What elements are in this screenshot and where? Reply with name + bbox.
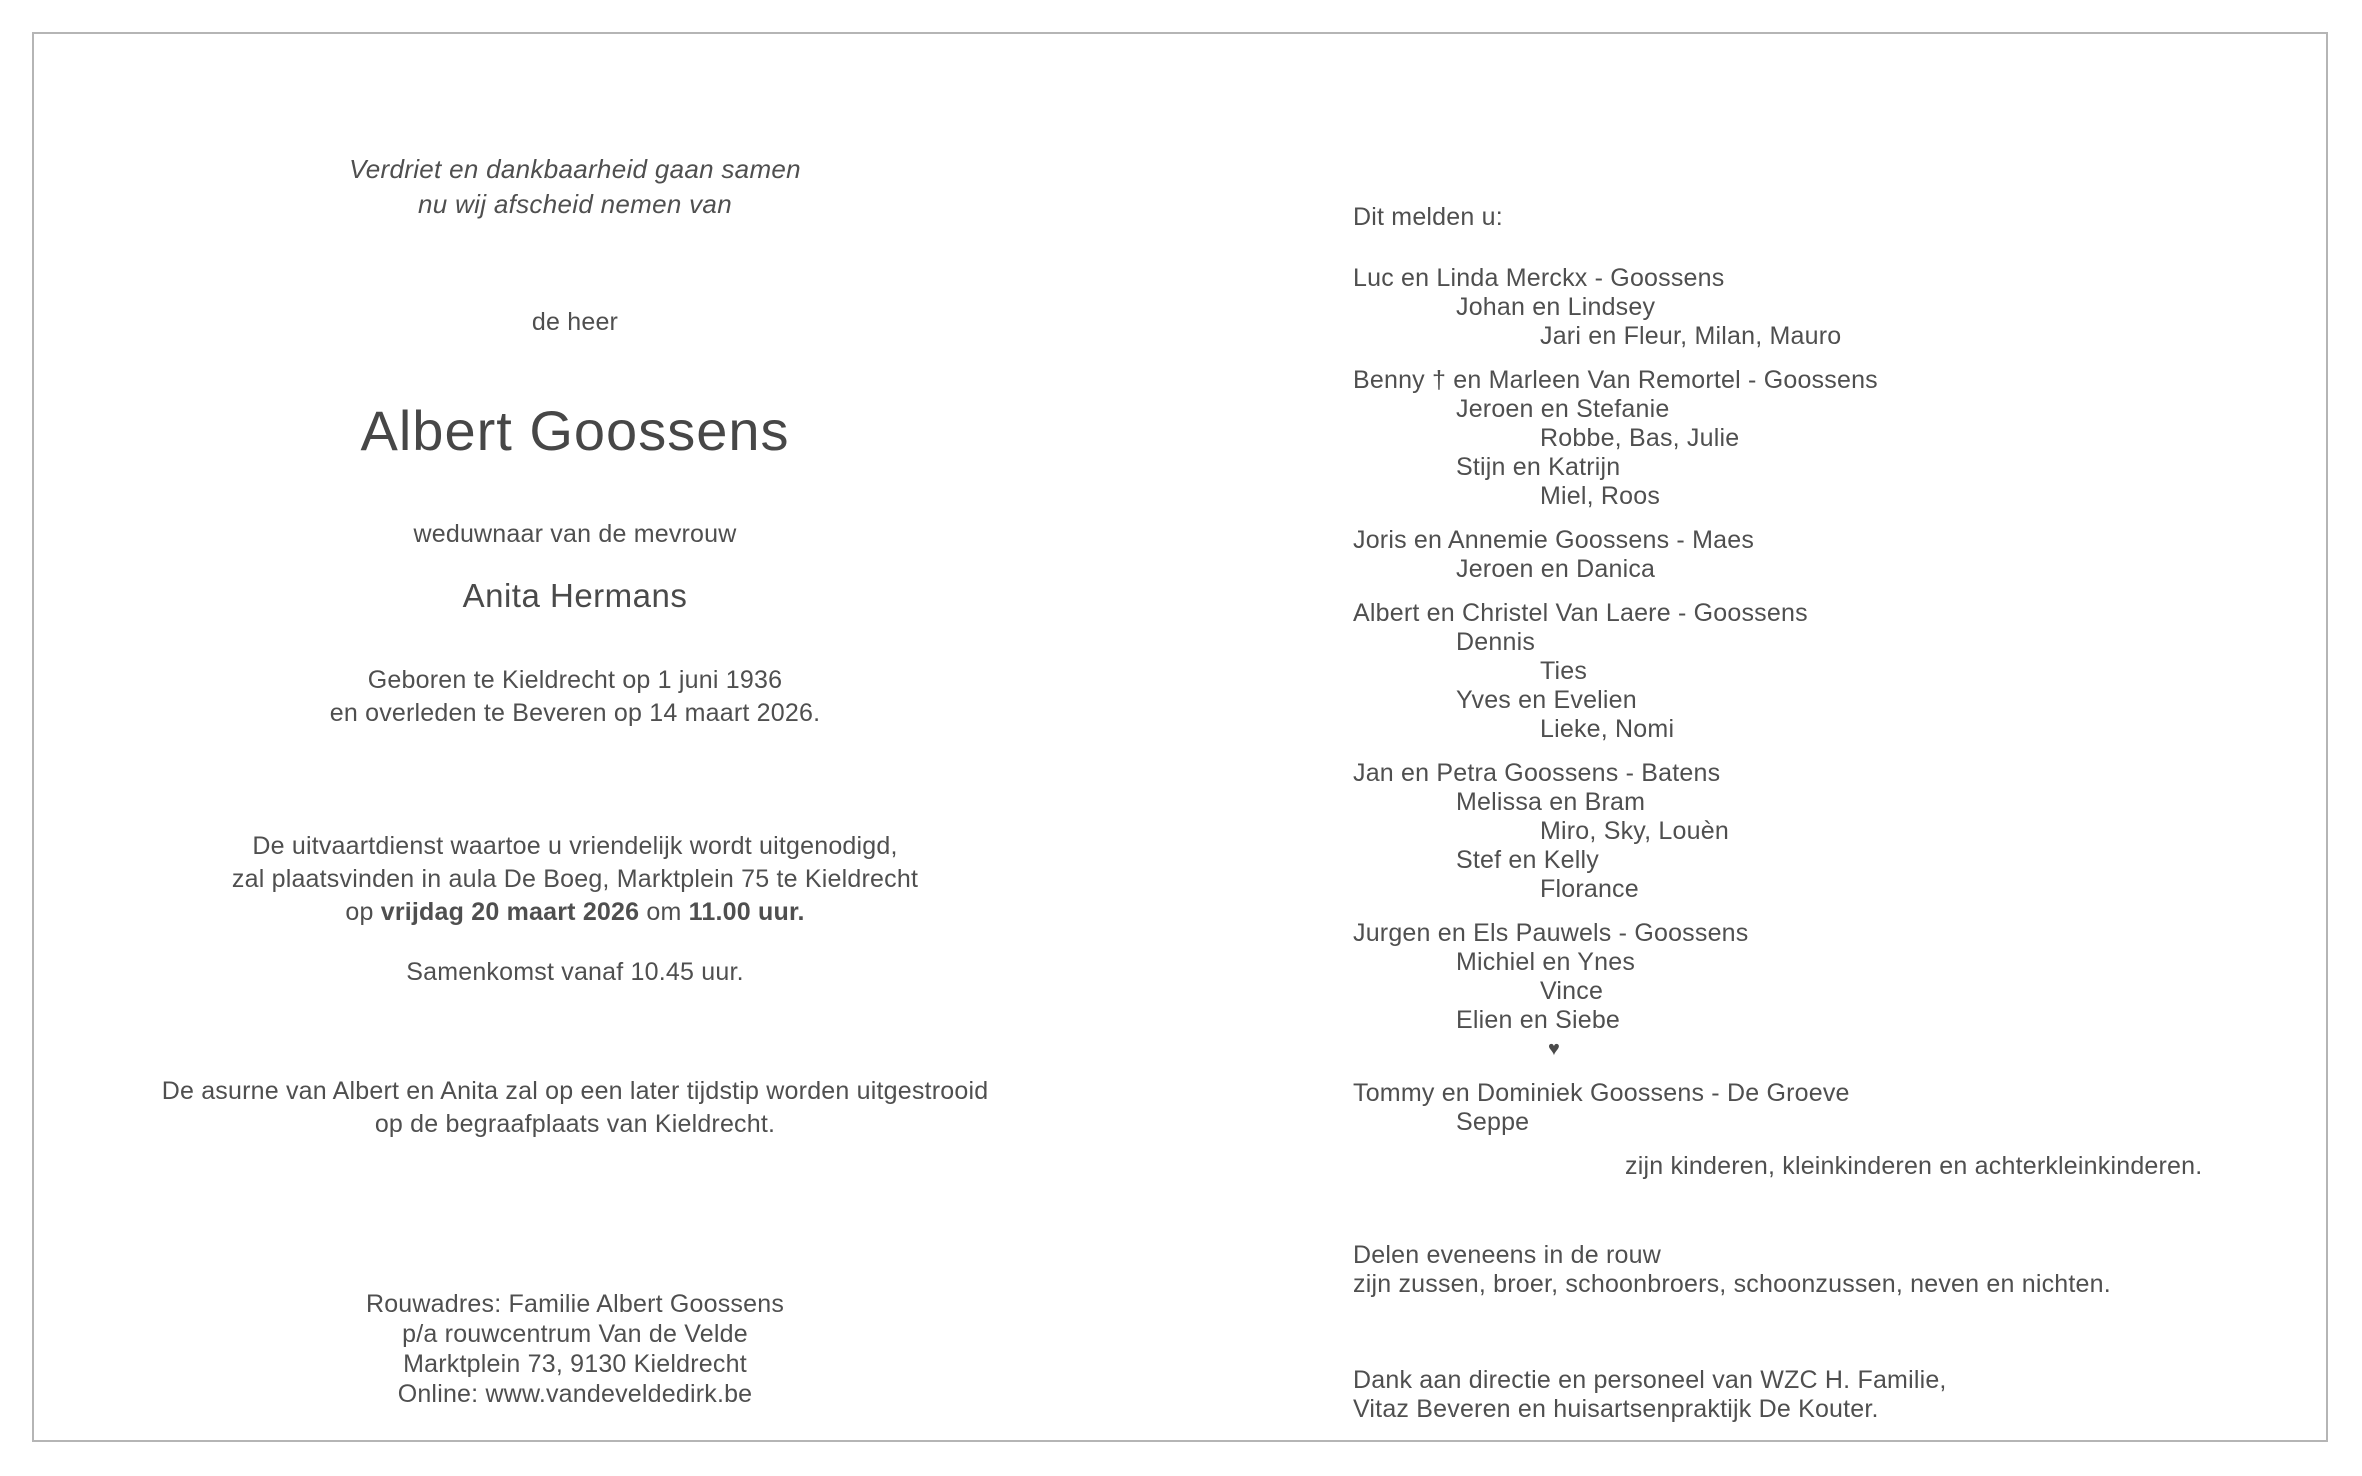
- thanks-line-1: Dank aan directie en personeel van WZC H. Familie,: [1353, 1366, 1947, 1394]
- family-head-line: Jan en Petra Goossens - Batens: [1353, 759, 1721, 787]
- service-prefix: op: [345, 898, 381, 926]
- family-member-line: Dennis: [1456, 628, 1536, 656]
- family-group: [1353, 264, 2283, 351]
- family-member-line: Florance: [1540, 875, 1639, 903]
- family-member-line: Vince: [1540, 977, 1604, 1005]
- family-member-line: Yves en Evelien: [1456, 686, 1637, 714]
- ashes-line-2: op de begraafplaats van Kieldrecht.: [374, 1110, 776, 1138]
- ashes-info: [70, 1075, 1080, 1141]
- family-head-line: Albert en Christel Van Laere - Goossens: [1353, 599, 1808, 627]
- family-head-line: Benny † en Marleen Van Remortel - Goossens: [1353, 366, 1878, 394]
- family-column: [1353, 203, 2283, 1424]
- announcement-label: Dit melden u:: [1353, 203, 1503, 231]
- funeral-service-info: [70, 830, 1080, 929]
- address-website: Online: www.vandeveldedirk.be: [397, 1380, 753, 1408]
- family-group: [1353, 919, 2283, 1064]
- family-member-line: Robbe, Bas, Julie: [1540, 424, 1740, 452]
- family-member-line: Jeroen en Danica: [1456, 555, 1656, 583]
- family-member-line: Elien en Siebe: [1456, 1006, 1621, 1034]
- address-line-3: Marktplein 73, 9130 Kieldrecht: [403, 1350, 747, 1378]
- family-member-line: Miro, Sky, Louèn: [1540, 817, 1729, 845]
- thanks-block: [1353, 1366, 2283, 1424]
- deceased-name: Albert Goossens: [360, 399, 790, 462]
- family-group: [1353, 759, 2283, 904]
- family-member-line: Miel, Roos: [1540, 482, 1661, 510]
- family-member-line: Melissa en Bram: [1456, 788, 1646, 816]
- family-member-line: Lieke, Nomi: [1540, 715, 1675, 743]
- family-head-line: Jurgen en Els Pauwels - Goossens: [1353, 919, 1749, 947]
- also-mourning-line-2: zijn zussen, broer, schoonbroers, schoonzussen, neven en nichten.: [1353, 1270, 2111, 1298]
- heart-icon: ♥: [1548, 1038, 1561, 1060]
- also-mourning-block: [1353, 1241, 2283, 1299]
- family-member-line: Ties: [1540, 657, 1588, 685]
- family-group: [1353, 1079, 2283, 1137]
- family-head-line: Joris en Annemie Goossens - Maes: [1353, 526, 1755, 554]
- family-member-line: Stef en Kelly: [1456, 846, 1599, 874]
- birth-line: Geboren te Kieldrecht op 1 juni 1936: [367, 666, 783, 694]
- children-note: zijn kinderen, kleinkinderen en achterkleinkinderen.: [1625, 1152, 2203, 1180]
- ashes-line-1: De asurne van Albert en Anita zal op een later tijdstip worden uitgestrooid: [161, 1077, 989, 1105]
- family-group: [1353, 366, 2283, 511]
- gathering-time: Samenkomst vanaf 10.45 uur.: [406, 958, 744, 986]
- family-member-line: Johan en Lindsey: [1456, 293, 1656, 321]
- family-member-line: Jeroen en Stefanie: [1456, 395, 1670, 423]
- service-line-3: [70, 896, 1080, 929]
- family-member-line: Seppe: [1456, 1108, 1530, 1136]
- salutation: de heer: [531, 308, 619, 336]
- service-line-2: zal plaatsvinden in aula De Boeg, Marktplein 75 te Kieldrecht: [231, 865, 919, 893]
- family-head-line: Luc en Linda Merckx - Goossens: [1353, 264, 1725, 292]
- intro-line-2: nu wij afscheid nemen van: [418, 189, 732, 219]
- relation-label: weduwnaar van de mevrouw: [413, 520, 737, 548]
- birth-death-dates: [70, 664, 1080, 730]
- mourning-address: [70, 1289, 1080, 1409]
- spouse-name: Anita Hermans: [462, 577, 688, 614]
- also-mourning-line-1: Delen eveneens in de rouw: [1353, 1241, 1661, 1269]
- family-member-line: Stijn en Katrijn: [1456, 453, 1621, 481]
- address-line-2: p/a rouwcentrum Van de Velde: [402, 1320, 748, 1348]
- service-line-1: De uitvaartdienst waartoe u vriendelijk wordt uitgenodigd,: [252, 832, 898, 860]
- family-group: [1353, 526, 2283, 584]
- family-member-line: Jari en Fleur, Milan, Mauro: [1540, 322, 1842, 350]
- intro-verse: [70, 152, 1080, 222]
- address-line-1: Rouwadres: Familie Albert Goossens: [365, 1290, 785, 1318]
- intro-line-1: Verdriet en dankbaarheid gaan samen: [349, 154, 801, 184]
- death-line: en overleden te Beveren op 14 maart 2026.: [329, 699, 821, 727]
- service-time: 11.00 uur.: [688, 898, 805, 926]
- family-member-line: Michiel en Ynes: [1456, 948, 1636, 976]
- family-head-line: Tommy en Dominiek Goossens - De Groeve: [1353, 1079, 1850, 1107]
- family-group: [1353, 599, 2283, 744]
- service-separator: om: [639, 898, 689, 926]
- thanks-line-2: Vitaz Beveren en huisartsenpraktijk De Kouter.: [1353, 1395, 1879, 1423]
- service-date: vrijdag 20 maart 2026: [380, 898, 640, 926]
